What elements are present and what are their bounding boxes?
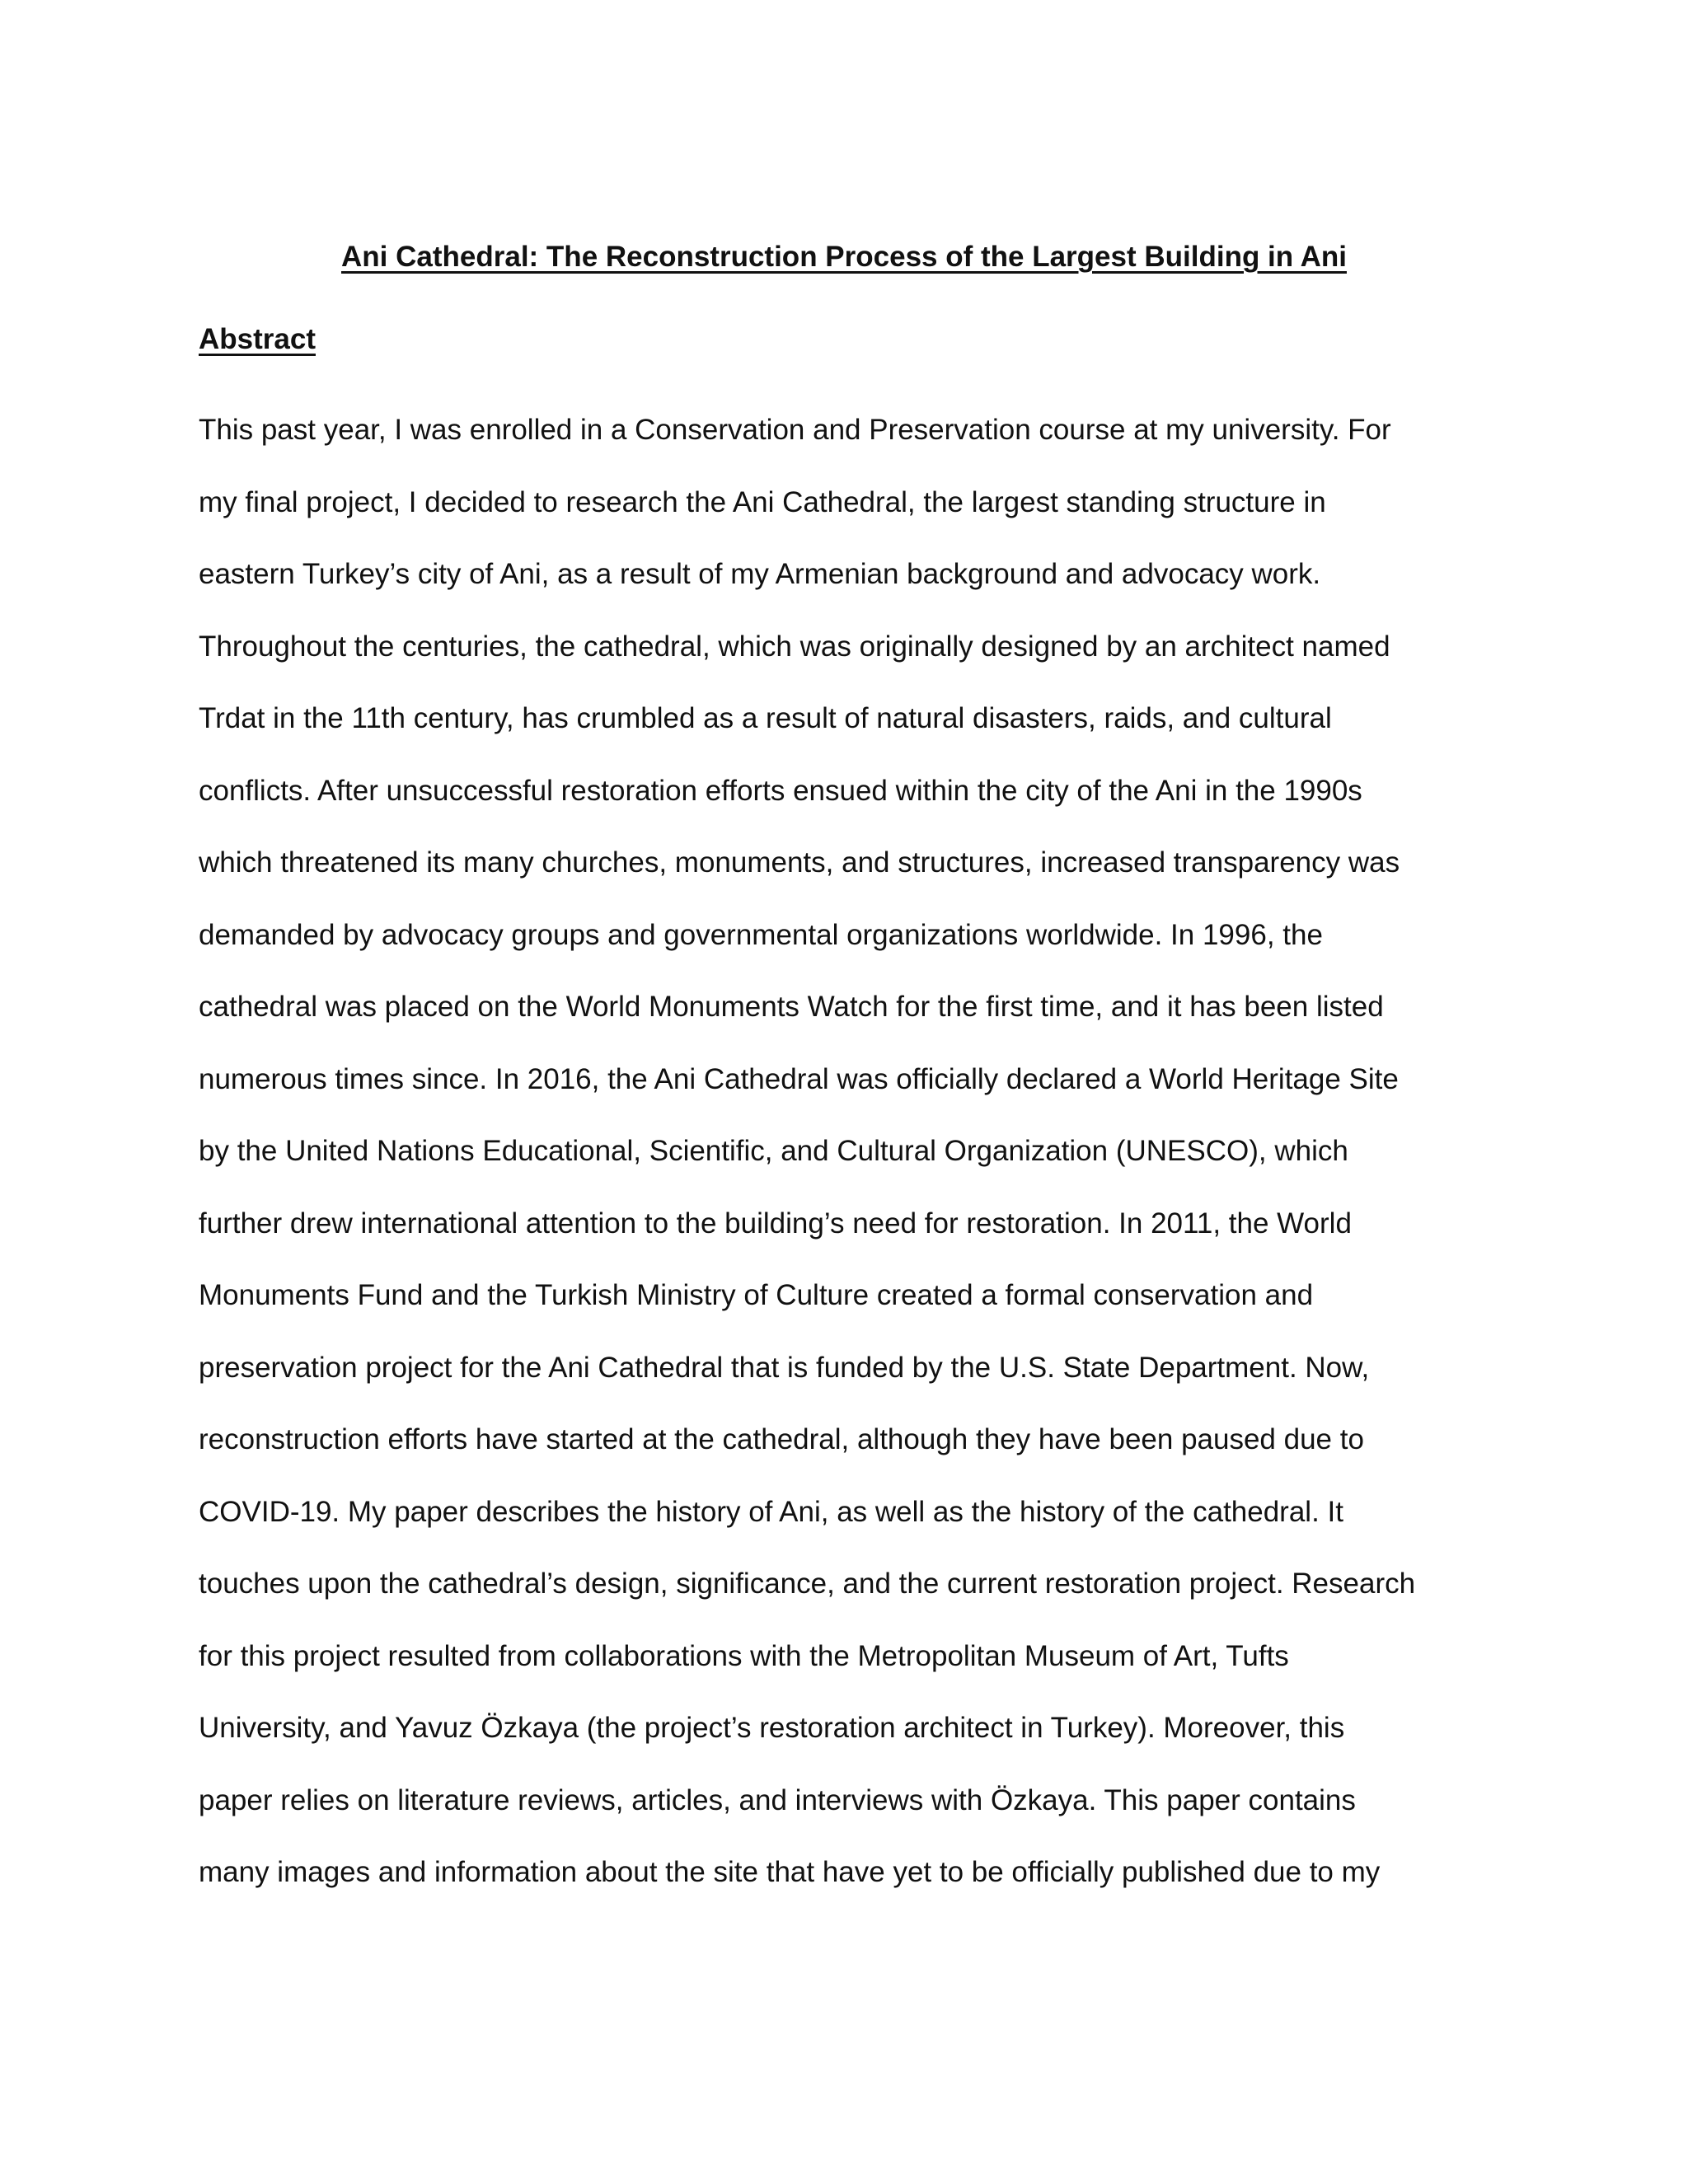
abstract-line: touches upon the cathedral’s design, significance, and the current restoration project. Research bbox=[199, 1568, 1416, 1600]
abstract-line: cathedral was placed on the World Monuments Watch for the first time, and it has been listed bbox=[199, 991, 1384, 1023]
abstract-line: demanded by advocacy groups and governmental organizations worldwide. In 1996, the bbox=[199, 918, 1323, 951]
abstract-line: This past year, I was enrolled in a Conservation and Preservation course at my university. For bbox=[199, 414, 1391, 446]
abstract-body bbox=[199, 394, 1517, 1909]
abstract-line: many images and information about the site that have yet to be officially published due to my bbox=[199, 1856, 1381, 1888]
abstract-line: Trdat in the 11th century, has crumbled as a result of natural disasters, raids, and cultural bbox=[199, 702, 1332, 734]
abstract-line: further drew international attention to the building’s need for restoration. In 2011, the World bbox=[199, 1207, 1352, 1240]
document-title: Ani Cathedral: The Reconstruction Process of the Largest Building in Ani bbox=[341, 241, 1347, 273]
abstract-line: Throughout the centuries, the cathedral, which was originally designed by an architect named bbox=[199, 630, 1390, 663]
abstract-line: reconstruction efforts have started at the cathedral, although they have been paused due to bbox=[199, 1423, 1364, 1455]
abstract-line: by the United Nations Educational, Scientific, and Cultural Organization (UNESCO), which bbox=[199, 1135, 1348, 1167]
abstract-line: for this project resulted from collaborations with the Metropolitan Museum of Art, Tufts bbox=[199, 1639, 1289, 1672]
abstract-line: my final project, I decided to research the Ani Cathedral, the largest standing structure in bbox=[199, 485, 1326, 518]
abstract-line: which threatened its many churches, monuments, and structures, increased transparency was bbox=[199, 846, 1400, 879]
abstract-line: Monuments Fund and the Turkish Ministry of Culture created a formal conservation and bbox=[199, 1279, 1314, 1311]
abstract-line: University, and Yavuz Özkaya (the project’s restoration architect in Turkey). Moreover, this bbox=[199, 1712, 1345, 1744]
abstract-heading: Abstract bbox=[199, 323, 316, 355]
abstract-line: paper relies on literature reviews, articles, and interviews with Özkaya. This paper contains bbox=[199, 1783, 1356, 1816]
abstract-line: eastern Turkey’s city of Ani, as a result of my Armenian background and advocacy work. bbox=[199, 558, 1321, 590]
abstract-line: COVID-19. My paper describes the history of Ani, as well as the history of the cathedral. It bbox=[199, 1495, 1343, 1528]
abstract-line: preservation project for the Ani Cathedral that is funded by the U.S. State Department. Now, bbox=[199, 1351, 1370, 1384]
abstract-line: conflicts. After unsuccessful restoration efforts ensued within the city of the Ani in the 1990s bbox=[199, 774, 1362, 807]
abstract-line: numerous times since. In 2016, the Ani Cathedral was officially declared a World Heritage Site bbox=[199, 1062, 1399, 1095]
